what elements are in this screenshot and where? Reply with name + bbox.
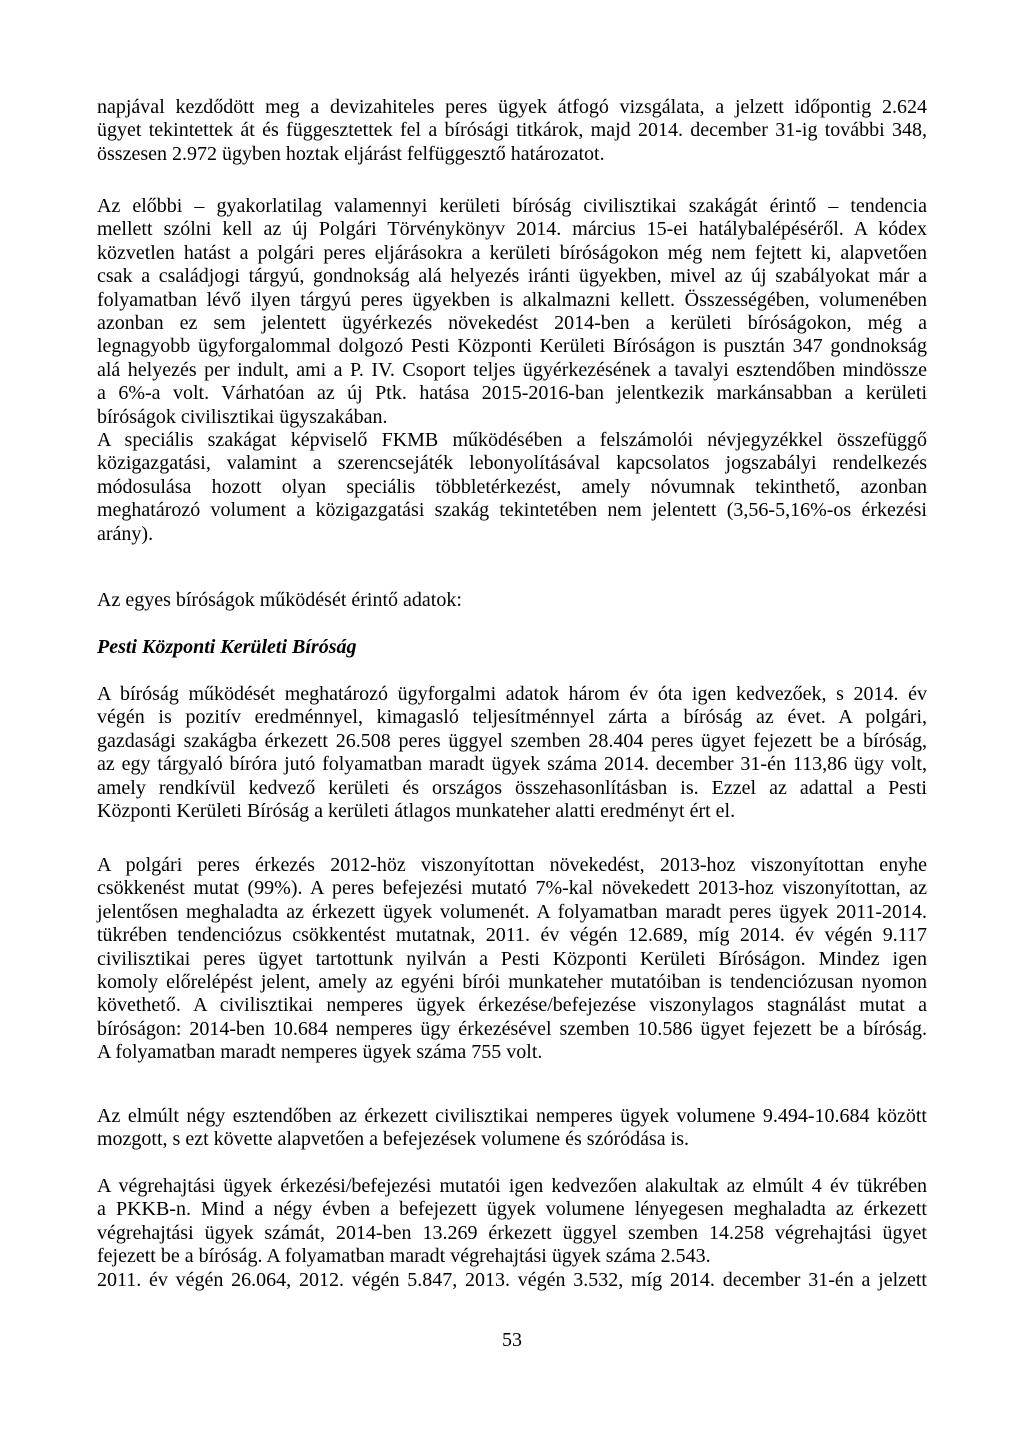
text-line: A polgári peres érkezés 2012-höz viszonyítottan növekedést, 2013-hoz viszonyítottan enyhe	[97, 854, 927, 876]
text-line: összesen 2.972 ügyben hoztak eljárást felfüggesztő határozatot.	[97, 142, 605, 165]
text-line: amely rendkívül kedvező kerületi és országos összehasonlításban is. Ezzel az adattal a Pesti	[97, 776, 927, 799]
text-line: folyamatban lévő ilyen tárgyú peres ügyekben is alkalmazni kellett. Összességében, volumenében	[97, 288, 927, 311]
text-line: legnagyobb ügyforgalommal dolgozó Pesti Központi Kerületi Bíróságon is pusztán 347 gondnokság	[97, 335, 927, 358]
text-line: az egy tárgyaló bíróra jutó folyamatban maradt ügyek száma 2014. december 31-én 113,86 ügy volt,	[97, 753, 927, 776]
paragraph-nemperes	[97, 1105, 927, 1152]
text-line: módosulása hozott olyan speciális többletérkezést, amely nóvumnak tekinthető, azonban	[97, 475, 927, 498]
text-line: komoly előrelépést jelent, amely az egyéni bírói munkateher mutatóiban is tendenciózusan nyomon	[97, 970, 927, 993]
text-line: meghatározó volument a közigazgatási szakág tekintetében nem jelentett (3,56-5,16%-os érkezési	[97, 499, 927, 522]
text-line: mellett szólni kell az új Polgári Törvénykönyv 2014. március 15-ei hatálybalépéséről. A kódex	[97, 218, 927, 241]
text-line: A folyamatban maradt nemperes ügyek száma 755 volt.	[97, 1041, 543, 1064]
paragraph-continued	[97, 1269, 927, 1292]
text-line: fejezett be a bíróság. A folyamatban maradt végrehajtási ügyek száma 2.543.	[97, 1245, 711, 1268]
text-line: Az elmúlt négy esztendőben az érkezett civilisztikai nemperes ügyek volumene 9.494-10.684 között	[97, 1105, 927, 1127]
paragraph-vegrehajtasi	[97, 1175, 927, 1269]
text-line: 2011. év végén 26.064, 2012. végén 5.847, 2013. végén 3.532, míg 2014. december 31-én a jelzett	[97, 1269, 927, 1291]
heading-text: Pesti Központi Kerületi Bíróság	[97, 636, 357, 658]
paragraph-ugyforgalom	[97, 683, 927, 823]
paragraph-fkmb	[97, 429, 927, 546]
paragraph-polgari-peres	[97, 854, 927, 1065]
text-line: Az egyes bíróságok működését érintő adatok:	[97, 589, 462, 611]
text-line: végrehajtási ügyek számát, 2014-ben 13.269 érkezett üggyel szemben 14.258 végrehajtási ügyet	[97, 1221, 927, 1244]
text-line: A speciális szakágat képviselő FKMB működésében a felszámolói névjegyzékkel összefüggő	[97, 429, 927, 451]
text-line: csak a családjogi tárgyú, gondnokság alá helyezés iránti ügyekben, mivel az új szabályokat már a	[97, 265, 927, 288]
text-line: arány).	[97, 522, 154, 545]
text-line: csökkenést mutat (99%). A peres befejezési mutató 7%-kal növekedett 2013-hoz viszonyítottan, az	[97, 877, 927, 900]
text-line: közigazgatási, valamint a szerencsejáték lebonyolításával kapcsolatos jogszabályi rendelkezés	[97, 452, 927, 475]
text-line: jelentősen meghaladta az érkezett ügyek volumenét. A folyamatban maradt peres ügyek 2011-2014.	[97, 900, 927, 923]
text-line: civilisztikai peres ügyet tartottunk nyilván a Pesti Központi Kerületi Bíróságon. Mindez igen	[97, 947, 927, 970]
paragraph-devizahiteles	[97, 96, 927, 166]
text-line: bíróságok civilisztikai ügyszakában.	[97, 405, 388, 428]
text-line: közvetlen hatást a polgári peres eljárásokra a kerületi bíróságokon még nem fejtett ki, alapvetően	[97, 241, 927, 264]
text-line: bíróságon: 2014-ben 10.684 nemperes ügy érkezésével szemben 10.586 ügyet fejezett be a bíróság.	[97, 1017, 927, 1040]
text-line: Központi Kerületi Bíróság a kerületi átlagos munkateher alatti eredményt ért el.	[97, 799, 736, 822]
text-line: gazdasági szakágba érkezett 26.508 peres üggyel szemben 28.404 peres ügyet fejezett be a bíróság,	[97, 729, 927, 752]
text-line: végén is pozitív eredménnyel, kimagasló teljesítménnyel zárta a bíróság az évet. A polgári,	[97, 706, 927, 729]
text-line: a 6%-a volt. Várhatóan az új Ptk. hatása 2015-2016-ban jelentkezik markánsabban a kerületi	[97, 382, 927, 405]
text-line: mozgott, s ezt követte alapvetően a befejezések volumene és szóródása is.	[97, 1128, 689, 1151]
text-line: A végrehajtási ügyek érkezési/befejezési mutatói igen kedvezően alakultak az elmúlt 4 év tükrében	[97, 1175, 927, 1197]
paragraph-ptk	[97, 195, 927, 429]
text-line: napjával kezdődött meg a devizahiteles peres ügyek átfogó vizsgálata, a jelzett időpontig 2.624	[97, 96, 927, 118]
text-line: Az előbbi – gyakorlatilag valamennyi kerületi bíróság civilisztikai szakágát érintő – tendencia	[97, 195, 927, 217]
text-line: azonban ez sem jelentett ügyérkezés növekedést 2014-ben a kerületi bíróságokon, még a	[97, 311, 927, 334]
text-line: követhető. A civilisztikai nemperes ügyek érkezése/befejezése viszonylagos stagnálást mutat a	[97, 994, 927, 1017]
section-heading	[97, 636, 927, 659]
text-line: A bíróság működését meghatározó ügyforgalmi adatok három év óta igen kedvezőek, s 2014. év	[97, 683, 927, 705]
section-intro	[97, 589, 927, 612]
text-line: ügyet tekintettek át és függesztettek fel a bírósági titkárok, majd 2014. december 31-ig további 348,	[97, 119, 927, 142]
text-line: a PKKB-n. Mind a négy évben a befejezett ügyek volumene lényegesen meghaladta az érkezett	[97, 1198, 927, 1221]
text-line: alá helyezés per indult, ami a P. IV. Csoport teljes ügyérkezésének a tavalyi esztendőben mindössze	[97, 358, 927, 381]
text-line: tükrében tendenciózus csökkentést mutatnak, 2011. év végén 12.689, míg 2014. év végén 9.117	[97, 924, 927, 947]
page-number: 53	[502, 1329, 522, 1351]
